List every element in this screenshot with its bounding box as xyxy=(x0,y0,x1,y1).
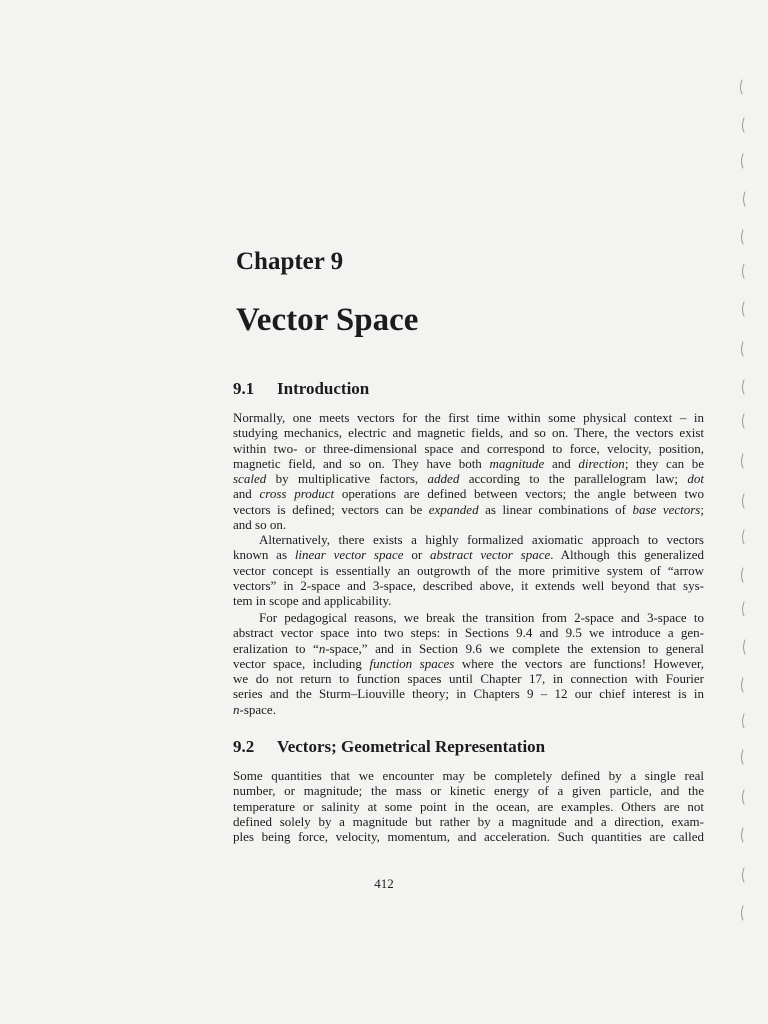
emphasis: dot xyxy=(687,471,705,487)
text-line: defined solely by a magnitude but rather by a magnitude and a direction, exam- xyxy=(233,813,704,829)
emphasis: magnitude xyxy=(489,455,545,471)
text-line: n-space. xyxy=(233,701,276,717)
section-heading-vectors xyxy=(233,737,545,757)
text-line: we do not return to function spaces until Chapter 17, in connection with Fourier xyxy=(233,671,704,687)
text-line: studying mechanics, electric and magnetic fields, and so on. There, the vectors exist xyxy=(233,425,704,441)
section-number: 9.2 xyxy=(233,737,255,756)
text-line: vector space, including function spaces where the vectors are functions! However, xyxy=(233,655,704,671)
text-line: vectors is defined; vectors can be expanded as linear combinations of base vectors; xyxy=(233,501,704,517)
text-line: ples being force, velocity, momentum, and acceleration. Such quantities are called xyxy=(233,829,704,845)
paragraph-intro-1 xyxy=(233,410,704,532)
emphasis: direction xyxy=(578,455,625,471)
emphasis: function spaces xyxy=(369,655,455,671)
section-title: Vectors; Geometrical Representation xyxy=(277,737,546,756)
paragraph-vectors-1 xyxy=(233,768,704,844)
binding-scan-marks xyxy=(734,74,754,934)
emphasis: expanded xyxy=(428,501,479,517)
text-line: series and the Sturm–Liouville theory; in Chapters 9 – 12 our chief interest is in xyxy=(233,686,704,702)
text-line: eralization to “n-space,” and in Section 9.6 we complete the extension to general xyxy=(233,640,704,656)
text-line: magnetic field, and so on. They have both magnitude and direction; they can be xyxy=(233,455,704,471)
text-line: Normally, one meets vectors for the first time within some physical context – in xyxy=(233,410,704,425)
section-number: 9.1 xyxy=(233,379,255,398)
text-line: Alternatively, there exists a highly formalized axiomatic approach to vectors xyxy=(259,532,704,547)
section-heading-introduction xyxy=(233,379,369,399)
chapter-title: Vector Space xyxy=(236,302,419,338)
text-line: vector concept is essentially an outgrowth of the more primitive system of “arrow xyxy=(233,562,704,578)
paragraph-intro-2 xyxy=(233,532,704,608)
text-line: tem in scope and applicability. xyxy=(233,593,392,609)
page-number: 412 xyxy=(374,876,394,891)
emphasis: n xyxy=(318,640,326,656)
text-line: known as linear vector space or abstract vector space. Although this generalized xyxy=(233,547,704,563)
emphasis: n xyxy=(233,701,240,717)
emphasis: cross product xyxy=(259,486,335,502)
text-line: abstract vector space into two steps: in Sections 9.4 and 9.5 we introduce a gen- xyxy=(233,625,704,641)
text-line: temperature or salinity at some point in the ocean, are examples. Others are not xyxy=(233,798,704,814)
emphasis: added xyxy=(427,471,460,487)
emphasis: base vectors xyxy=(632,501,701,517)
emphasis: scaled xyxy=(233,471,267,487)
section-title: Introduction xyxy=(277,379,370,398)
text-line: For pedagogical reasons, we break the transition from 2-space and 3-space to xyxy=(259,610,704,625)
emphasis: abstract vector space xyxy=(429,547,551,563)
text-line: number, or magnitude; the mass or kinetic energy of a given particle, and the xyxy=(233,783,704,799)
text-line: and cross product operations are defined between vectors; the angle between two xyxy=(233,486,704,502)
text-line: and so on. xyxy=(233,517,287,533)
text-line: scaled by multiplicative factors, added according to the parallelogram law; dot xyxy=(233,471,705,487)
paragraph-intro-3 xyxy=(233,610,704,717)
text-line: within two- or three-dimensional space and correspond to force, velocity, position, xyxy=(233,440,704,456)
text-line: Some quantities that we encounter may be completely defined by a single real xyxy=(233,768,704,783)
text-line: vectors” in 2-space and 3-space, described above, it extends well beyond that sys- xyxy=(233,577,704,593)
emphasis: linear vector space xyxy=(294,547,404,563)
chapter-label: Chapter 9 xyxy=(236,248,344,275)
